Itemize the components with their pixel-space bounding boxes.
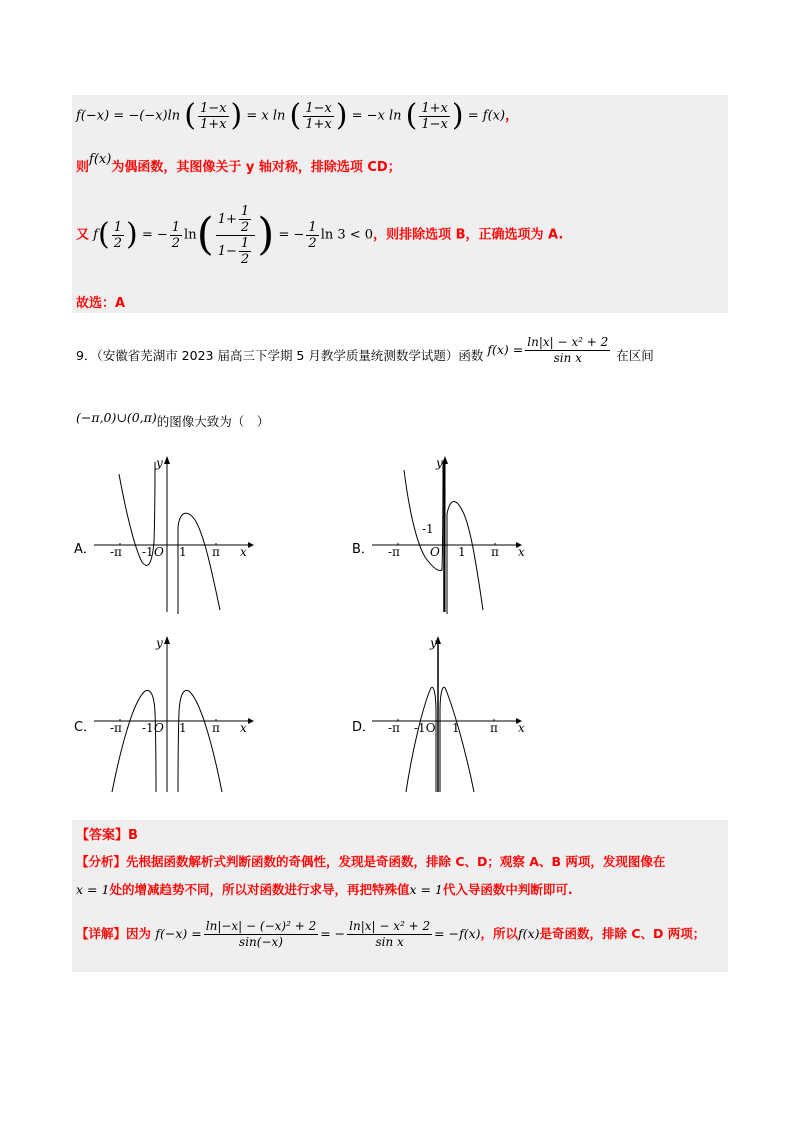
fraction: $\frac{\text{ln|x| − x² + 2}}{\text{sin x}}$ <box>349 919 431 949</box>
one-label: 1 <box>179 545 187 559</box>
fraction: $\frac{\text{ln|−x| − (−x)² + 2}}{\sin(-x)}$ <box>205 919 317 949</box>
origin-label: O <box>430 545 440 559</box>
neg1-label: -1 <box>142 545 154 559</box>
answer-line <box>76 824 138 843</box>
one-label: 1 <box>179 721 187 735</box>
origin-label: O <box>154 545 164 559</box>
solution-line-3: 又 f( $\frac{1}{2}$ ) = − $\frac{1}{2}$ ln( 1+ $\frac{1}{2}$ 1− $\frac{1}{2}$ ) = − $\frac{1}{2}$ ln 3 < 0，则排除选项 B，正确选项为 A. <box>76 203 564 267</box>
x-equals-1: x = 1 <box>76 882 110 897</box>
origin-label: O <box>154 721 164 735</box>
graph-a[interactable] <box>92 452 260 617</box>
graph-c[interactable] <box>92 632 260 797</box>
pi-label: π <box>491 545 499 559</box>
formula-part: = x ln <box>246 108 286 124</box>
option-d-label[interactable]: D． <box>352 720 376 735</box>
x-label: x <box>518 721 525 735</box>
fraction: $\frac{1+x}{1-x}$ <box>421 100 448 132</box>
fx-symbol: f(x) <box>89 152 112 167</box>
x-label: x <box>240 721 247 735</box>
neg-pi-label: -π <box>110 545 122 559</box>
analysis-line-1 <box>76 852 665 870</box>
one-label: 1 <box>452 721 460 735</box>
pi-label: π <box>212 545 220 559</box>
analysis-text-1: 先根据函数解析式判断函数的奇偶性，发现是奇函数，排除 C、D；观察 A、B 两项，发现图像在 <box>126 854 666 869</box>
final-choice: 故选：A <box>76 296 126 311</box>
y-label: y <box>156 636 163 650</box>
detail-text-3: 是奇函数，排除 C、D 两项； <box>539 926 706 941</box>
also-label: 又 <box>76 227 90 243</box>
graph-d[interactable] <box>370 632 538 797</box>
answer-value: B <box>128 828 138 843</box>
graph-b[interactable] <box>370 452 538 617</box>
neg-pi-label: -π <box>388 721 400 735</box>
neg-pi-label: -π <box>110 721 122 735</box>
solution-line-1: f(−x) = −(−x)ln ( $\frac{1-x}{1+x}$ ) = x ln ( $\frac{1-x}{1+x}$ ) = −x ln ( $\frac{1+x}{1-x}$ ) = f(x)， <box>76 98 519 133</box>
curve-left <box>406 687 436 792</box>
question-number: 9． <box>76 348 97 363</box>
formula-part: f(−x) = −(−x)ln <box>76 108 181 124</box>
question-tail: 的图像大致为（ ） <box>156 414 270 429</box>
option-a-label[interactable]: A． <box>74 542 96 557</box>
fraction: $\frac{1-x}{1+x}$ <box>305 100 332 132</box>
analysis-line-2 <box>76 880 573 898</box>
analysis-text-2: 处的增减趋势不同，所以对函数进行求导，再把特殊值 <box>109 882 410 897</box>
x-label: x <box>240 545 247 559</box>
exclude-b-text: ，则排除选项 B，正确选项为 A. <box>373 227 564 243</box>
interval: (−π,0)∪(0,π) <box>76 410 157 425</box>
pi-label: π <box>212 721 220 735</box>
option-c-label[interactable]: C． <box>74 720 97 735</box>
detail-text-2: ，所以 <box>480 926 519 941</box>
y-axis-arrow <box>164 636 170 644</box>
neg-pi-label: -π <box>388 545 400 559</box>
y-label: y <box>156 456 163 470</box>
neg1O-label: -1O <box>414 721 436 735</box>
answer-label: 【答案】 <box>76 828 129 843</box>
neg1-label: -1 <box>142 721 154 735</box>
pi-label: π <box>490 721 498 735</box>
detail-line: 【详解】因为 f(−x) = $\frac{\text{ln|−x| − (−x)² + 2}}{\sin(-x)}$ = − $\frac{\text{ln|x| − x² + 2}}{\text{sin x}}$ = −f(x)，所以f(x)是奇函数，排除 C、D 两项； <box>76 919 706 949</box>
x-equals-1-b: x = 1 <box>409 882 443 897</box>
analysis-label: 【分析】 <box>76 854 127 869</box>
y-label: y <box>436 456 443 470</box>
one-label: 1 <box>458 545 466 559</box>
solution-line-2 <box>76 152 401 175</box>
comma: ， <box>505 108 519 124</box>
formula-part: = −x ln <box>351 108 402 124</box>
detail-label: 【详解】 <box>76 926 127 941</box>
curve-left <box>112 690 156 792</box>
interval-text: 在区间 <box>616 348 654 363</box>
fraction: $\frac{1}{2}$ <box>171 219 181 251</box>
option-b-label[interactable]: B． <box>352 542 374 557</box>
func-fraction: $\frac{\text{ln|x| − x² + 2}}{\text{sin x}}$ <box>527 335 609 365</box>
neg1-label-B: -1 <box>422 522 434 536</box>
nested-fraction: 1+ $\frac{1}{2}$ 1− $\frac{1}{2}$ <box>216 204 255 267</box>
y-label: y <box>430 636 437 650</box>
analysis-text-3: 代入导函数中判断即可. <box>442 882 573 897</box>
detail-text-1: 因为 <box>126 926 152 941</box>
then-label: 则 <box>76 160 90 175</box>
fraction: $\frac{1}{2}$ <box>308 219 317 251</box>
x-axis-arrow <box>248 542 254 548</box>
question-9-stem-2 <box>76 412 269 430</box>
func-lhs: f(x) = <box>487 342 524 357</box>
y-axis-arrow <box>442 456 448 464</box>
curve-right <box>440 687 474 792</box>
fraction: $\frac{1-x}{1+x}$ <box>200 100 227 132</box>
formula-part: = f(x) <box>467 108 506 124</box>
x-axis-arrow <box>248 718 254 724</box>
question-9-stem <box>76 336 654 376</box>
curve-right <box>178 513 220 614</box>
fraction: $\frac{1}{2}$ <box>113 219 122 251</box>
even-function-text: 为偶函数，其图像关于 y 轴对称，排除选项 CD； <box>111 160 401 175</box>
y-axis-arrow <box>164 456 170 464</box>
x-label: x <box>518 545 525 559</box>
curve-right <box>178 690 222 792</box>
question-source: （安徽省芜湖市 2023 届高三下学期 5 月教学质量统测数学试题）函数 <box>96 348 484 363</box>
